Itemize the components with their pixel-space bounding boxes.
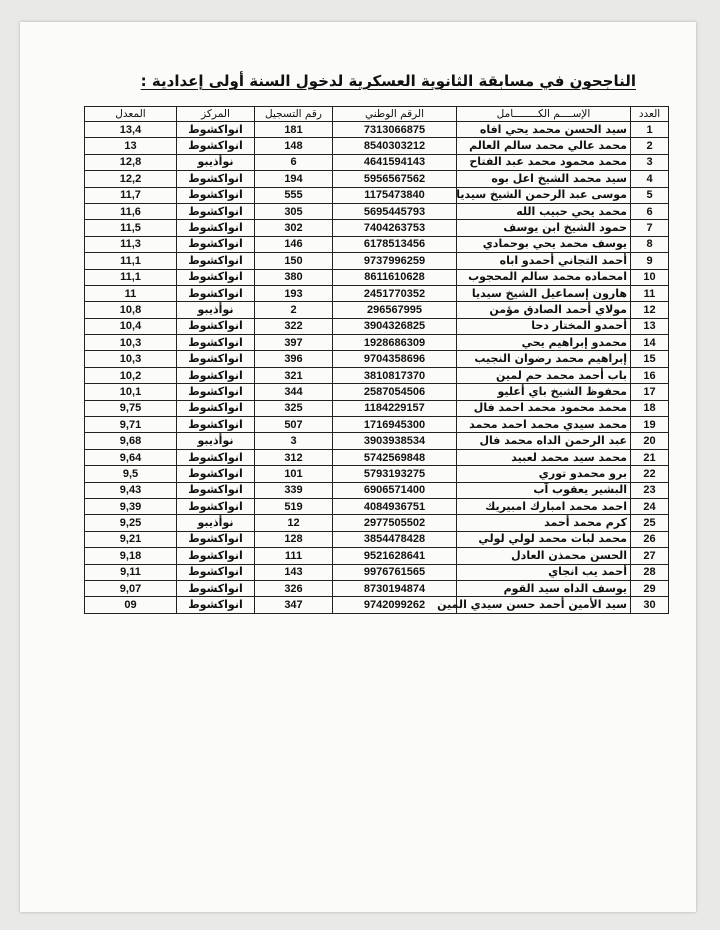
cell-center: انواكشوط — [177, 482, 255, 498]
cell-national-id: 9704358696 — [333, 351, 457, 367]
cell-grade: 9,25 — [85, 515, 177, 531]
cell-index: 8 — [631, 236, 669, 252]
cell-center: انواكشوط — [177, 597, 255, 613]
cell-index: 21 — [631, 449, 669, 465]
cell-center: انواكشوط — [177, 318, 255, 334]
cell-national-id: 9521628641 — [333, 548, 457, 564]
table-row — [85, 302, 669, 318]
cell-grade: 13,4 — [85, 122, 177, 138]
cell-name: حمود الشيخ ابن يوسف — [457, 220, 631, 236]
cell-national-id: 7404263753 — [333, 220, 457, 236]
table-row — [85, 171, 669, 187]
cell-registration: 143 — [255, 564, 333, 580]
cell-index: 25 — [631, 515, 669, 531]
table-row — [85, 285, 669, 301]
cell-national-id: 3854478428 — [333, 531, 457, 547]
cell-index: 20 — [631, 433, 669, 449]
cell-center: نوأذيبو — [177, 154, 255, 170]
cell-grade: 11,3 — [85, 236, 177, 252]
cell-registration: 6 — [255, 154, 333, 170]
cell-index: 11 — [631, 285, 669, 301]
table-row — [85, 531, 669, 547]
cell-center: نوأذيبو — [177, 302, 255, 318]
cell-national-id: 2977505502 — [333, 515, 457, 531]
cell-name: سيد محمد الشيخ اعل بوه — [457, 171, 631, 187]
cell-national-id: 1184229157 — [333, 400, 457, 416]
cell-registration: 148 — [255, 138, 333, 154]
cell-name: محمد سيد محمد لعبيد — [457, 449, 631, 465]
cell-national-id: 8730194874 — [333, 580, 457, 596]
cell-national-id: 1716945300 — [333, 417, 457, 433]
cell-name: محمد محمود محمد عبد الفتاح — [457, 154, 631, 170]
cell-name: احمد محمد امبارك امبيريك — [457, 498, 631, 514]
cell-name: محمد محمود محمد احمد فال — [457, 400, 631, 416]
cell-national-id: 2587054506 — [333, 384, 457, 400]
document-title: الناجحون في مسابقة الثانوية العسكرية لدخول السنة أولى إعدادية : — [140, 72, 636, 90]
table-header-row — [85, 107, 669, 122]
cell-index: 2 — [631, 138, 669, 154]
cell-name: محمد يحي حبيب الله — [457, 203, 631, 219]
cell-index: 18 — [631, 400, 669, 416]
cell-grade: 9,18 — [85, 548, 177, 564]
table-row — [85, 417, 669, 433]
cell-grade: 10,4 — [85, 318, 177, 334]
cell-registration: 519 — [255, 498, 333, 514]
cell-center: انواكشوط — [177, 253, 255, 269]
table-row — [85, 138, 669, 154]
header-center: المركز — [177, 107, 255, 122]
cell-index: 5 — [631, 187, 669, 203]
cell-registration: 193 — [255, 285, 333, 301]
table-row — [85, 400, 669, 416]
cell-national-id: 8540303212 — [333, 138, 457, 154]
cell-index: 24 — [631, 498, 669, 514]
cell-registration: 181 — [255, 122, 333, 138]
cell-name: إبراهيم محمد رضوان النجيب — [457, 351, 631, 367]
header-national-id: الرقم الوطني — [333, 107, 457, 122]
cell-grade: 13 — [85, 138, 177, 154]
cell-index: 27 — [631, 548, 669, 564]
cell-center: انواكشوط — [177, 466, 255, 482]
cell-index: 22 — [631, 466, 669, 482]
cell-center: انواكشوط — [177, 269, 255, 285]
cell-center: انواكشوط — [177, 417, 255, 433]
cell-center: نوأذيبو — [177, 515, 255, 531]
cell-center: انواكشوط — [177, 220, 255, 236]
cell-index: 29 — [631, 580, 669, 596]
table-row — [85, 351, 669, 367]
cell-name: أحمد التجاني أحمدو اباه — [457, 253, 631, 269]
cell-center: انواكشوط — [177, 580, 255, 596]
cell-index: 10 — [631, 269, 669, 285]
cell-center: انواكشوط — [177, 122, 255, 138]
table-row — [85, 498, 669, 514]
table-row — [85, 433, 669, 449]
cell-national-id: 5742569848 — [333, 449, 457, 465]
cell-grade: 9,64 — [85, 449, 177, 465]
table-row — [85, 187, 669, 203]
cell-grade: 12,8 — [85, 154, 177, 170]
cell-registration: 347 — [255, 597, 333, 613]
cell-registration: 305 — [255, 203, 333, 219]
cell-index: 16 — [631, 367, 669, 383]
cell-national-id: 8611610628 — [333, 269, 457, 285]
table-row — [85, 367, 669, 383]
cell-registration: 325 — [255, 400, 333, 416]
cell-national-id: 5695445793 — [333, 203, 457, 219]
cell-national-id: 3810817370 — [333, 367, 457, 383]
cell-name: محمد سيدي محمد احمد محمد — [457, 417, 631, 433]
cell-name: سيد الحسن محمد يحي افاه — [457, 122, 631, 138]
cell-registration: 344 — [255, 384, 333, 400]
cell-registration: 111 — [255, 548, 333, 564]
cell-center: انواكشوط — [177, 187, 255, 203]
cell-center: نوأذيبو — [177, 433, 255, 449]
cell-grade: 10,2 — [85, 367, 177, 383]
table-row — [85, 154, 669, 170]
cell-grade: 11,5 — [85, 220, 177, 236]
cell-grade: 09 — [85, 597, 177, 613]
cell-national-id: 3904326825 — [333, 318, 457, 334]
cell-name: باب أحمد محمد حم لمين — [457, 367, 631, 383]
cell-national-id: 2451770352 — [333, 285, 457, 301]
table-row — [85, 466, 669, 482]
cell-name: محمدو إبراهيم يحي — [457, 335, 631, 351]
cell-registration: 507 — [255, 417, 333, 433]
cell-index: 30 — [631, 597, 669, 613]
cell-index: 19 — [631, 417, 669, 433]
cell-grade: 9,21 — [85, 531, 177, 547]
cell-index: 3 — [631, 154, 669, 170]
cell-national-id: 296567995 — [333, 302, 457, 318]
cell-name: محمد لبات محمد لولي لولي — [457, 531, 631, 547]
cell-grade: 9,5 — [85, 466, 177, 482]
cell-center: انواكشوط — [177, 367, 255, 383]
cell-name: موسى عبد الرحمن الشيخ سيديا — [457, 187, 631, 203]
cell-name: امحماده محمد سالم المحجوب — [457, 269, 631, 285]
cell-registration: 3 — [255, 433, 333, 449]
cell-grade: 9,75 — [85, 400, 177, 416]
cell-name: البشير يعقوب آب — [457, 482, 631, 498]
table-row — [85, 384, 669, 400]
cell-name: يوسف الداه سيد القوم — [457, 580, 631, 596]
table-row — [85, 482, 669, 498]
cell-index: 6 — [631, 203, 669, 219]
table-row — [85, 253, 669, 269]
cell-national-id: 9976761565 — [333, 564, 457, 580]
cell-registration: 302 — [255, 220, 333, 236]
cell-grade: 10,8 — [85, 302, 177, 318]
cell-national-id: 1175473840 — [333, 187, 457, 203]
cell-center: انواكشوط — [177, 285, 255, 301]
cell-grade: 9,43 — [85, 482, 177, 498]
cell-grade: 10,1 — [85, 384, 177, 400]
cell-name: محفوظ الشيخ باي أعليو — [457, 384, 631, 400]
cell-registration: 396 — [255, 351, 333, 367]
cell-name: هارون إسماعيل الشيخ سيديا — [457, 285, 631, 301]
cell-registration: 194 — [255, 171, 333, 187]
cell-registration: 555 — [255, 187, 333, 203]
cell-index: 9 — [631, 253, 669, 269]
cell-center: انواكشوط — [177, 400, 255, 416]
cell-name: محمد عالي محمد سالم العالم — [457, 138, 631, 154]
cell-name: مولاي أحمد الصادق مؤمن — [457, 302, 631, 318]
cell-center: انواكشوط — [177, 498, 255, 514]
table-row — [85, 335, 669, 351]
cell-national-id: 1928686309 — [333, 335, 457, 351]
cell-registration: 322 — [255, 318, 333, 334]
table-row — [85, 564, 669, 580]
cell-registration: 326 — [255, 580, 333, 596]
cell-grade: 9,71 — [85, 417, 177, 433]
cell-index: 26 — [631, 531, 669, 547]
cell-center: انواكشوط — [177, 548, 255, 564]
cell-name: الحسن محمذن العادل — [457, 548, 631, 564]
cell-center: انواكشوط — [177, 138, 255, 154]
cell-grade: 11,1 — [85, 269, 177, 285]
cell-index: 13 — [631, 318, 669, 334]
cell-registration: 150 — [255, 253, 333, 269]
cell-national-id: 6178513456 — [333, 236, 457, 252]
table-row — [85, 515, 669, 531]
cell-grade: 12,2 — [85, 171, 177, 187]
cell-national-id: 5956567562 — [333, 171, 457, 187]
cell-index: 15 — [631, 351, 669, 367]
cell-registration: 339 — [255, 482, 333, 498]
cell-registration: 12 — [255, 515, 333, 531]
cell-index: 1 — [631, 122, 669, 138]
cell-grade: 11,7 — [85, 187, 177, 203]
cell-center: انواكشوط — [177, 564, 255, 580]
cell-name: عبد الرحمن الداه محمد فال — [457, 433, 631, 449]
cell-grade: 11,6 — [85, 203, 177, 219]
cell-national-id: 5793193275 — [333, 466, 457, 482]
table-row — [85, 580, 669, 596]
cell-registration: 128 — [255, 531, 333, 547]
cell-name: أحمد يب انجاي — [457, 564, 631, 580]
cell-registration: 321 — [255, 367, 333, 383]
cell-center: انواكشوط — [177, 384, 255, 400]
cell-name: سيد الأمين أحمد حسن سيدي المين — [457, 597, 631, 613]
cell-name: يوسف محمد يحي بوحمادي — [457, 236, 631, 252]
cell-registration: 397 — [255, 335, 333, 351]
table-row — [85, 203, 669, 219]
cell-center: انواكشوط — [177, 449, 255, 465]
cell-name: كرم محمد أحمد — [457, 515, 631, 531]
cell-national-id: 3903938534 — [333, 433, 457, 449]
cell-index: 12 — [631, 302, 669, 318]
cell-grade: 10,3 — [85, 335, 177, 351]
cell-registration: 146 — [255, 236, 333, 252]
cell-national-id: 4641594143 — [333, 154, 457, 170]
cell-registration: 2 — [255, 302, 333, 318]
cell-registration: 101 — [255, 466, 333, 482]
table-row — [85, 220, 669, 236]
cell-registration: 380 — [255, 269, 333, 285]
cell-national-id: 6906571400 — [333, 482, 457, 498]
cell-grade: 10,3 — [85, 351, 177, 367]
cell-registration: 312 — [255, 449, 333, 465]
header-index: العدد — [631, 107, 669, 122]
cell-center: انواكشوط — [177, 203, 255, 219]
cell-center: انواكشوط — [177, 171, 255, 187]
cell-grade: 11,1 — [85, 253, 177, 269]
cell-grade: 11 — [85, 285, 177, 301]
table-row — [85, 449, 669, 465]
table-row — [85, 318, 669, 334]
cell-grade: 9,11 — [85, 564, 177, 580]
cell-name: برو محمدو توري — [457, 466, 631, 482]
header-grade: المعدل — [85, 107, 177, 122]
cell-index: 17 — [631, 384, 669, 400]
table-row — [85, 597, 669, 613]
table-row — [85, 269, 669, 285]
cell-national-id: 9737996259 — [333, 253, 457, 269]
cell-index: 4 — [631, 171, 669, 187]
cell-center: انواكشوط — [177, 351, 255, 367]
table-row — [85, 236, 669, 252]
cell-center: انواكشوط — [177, 236, 255, 252]
cell-index: 28 — [631, 564, 669, 580]
cell-national-id: 9742099262 — [333, 597, 457, 613]
cell-center: انواكشوط — [177, 531, 255, 547]
table-row — [85, 548, 669, 564]
header-name: الإســــم الكــــــــامل — [457, 107, 631, 122]
cell-index: 23 — [631, 482, 669, 498]
cell-national-id: 7313066875 — [333, 122, 457, 138]
table-body — [85, 122, 669, 614]
paper-sheet — [20, 22, 696, 912]
cell-name: أحمدو المختار دحا — [457, 318, 631, 334]
table-row — [85, 122, 669, 138]
header-registration: رقم التسجيل — [255, 107, 333, 122]
cell-grade: 9,39 — [85, 498, 177, 514]
cell-center: انواكشوط — [177, 335, 255, 351]
results-table — [84, 106, 669, 614]
cell-grade: 9,68 — [85, 433, 177, 449]
cell-index: 14 — [631, 335, 669, 351]
cell-national-id: 4084936751 — [333, 498, 457, 514]
cell-grade: 9,07 — [85, 580, 177, 596]
cell-index: 7 — [631, 220, 669, 236]
